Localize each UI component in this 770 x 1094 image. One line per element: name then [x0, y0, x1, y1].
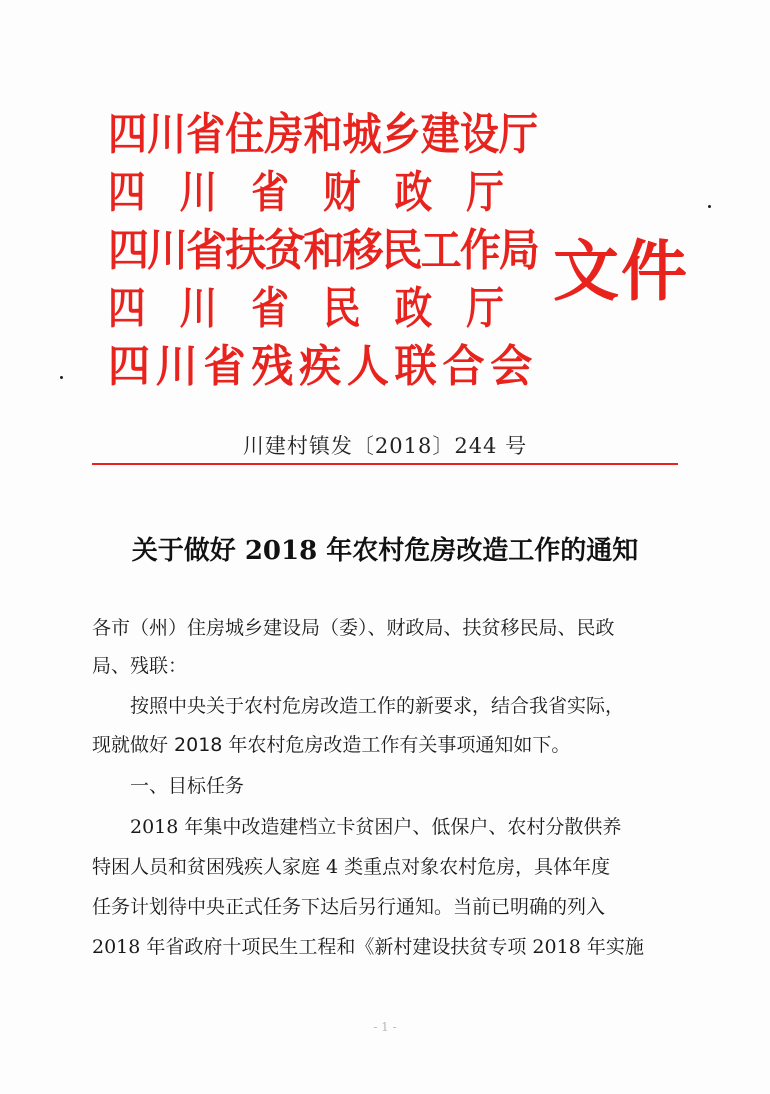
org-name-1: 四川省住房和城乡建设厅: [108, 109, 538, 160]
intro-line-2: 现就做好 2018 年农村危房改造工作有关事项通知如下。: [92, 734, 571, 756]
section1-line-3: 任务计划待中央正式任务下达后另行通知。当前已明确的列入: [92, 896, 606, 918]
scan-speck: [708, 205, 711, 208]
recipients-line-2: 局、残联：: [92, 655, 188, 677]
scan-speck: [60, 376, 63, 379]
document-number: 川建村镇发〔2018〕244 号: [242, 434, 528, 458]
section1-line-1: 2018 年集中改造建档立卡贫困户、低保户、农村分散供养: [130, 816, 622, 838]
org-name-5: 四川省残疾人联合会: [108, 341, 538, 392]
intro-line-1: 按照中央关于农村危房改造工作的新要求，结合我省实际，: [130, 695, 625, 717]
section1-line-2: 特困人员和贫困残疾人家庭 4 类重点对象农村危房，具体年度: [92, 856, 611, 878]
org-name-3: 四川省扶贫和移民工作局: [108, 225, 538, 276]
document-label: 文件: [553, 232, 689, 310]
org-name-4: 四川省民政厅: [108, 283, 538, 334]
section-heading-1: 一、目标任务: [130, 775, 245, 797]
red-divider-line: [92, 463, 678, 465]
document-title: 关于做好 2018 年农村危房改造工作的通知: [131, 536, 639, 566]
section1-line-4: 2018 年省政府十项民生工程和《新村建设扶贫专项 2018 年实施: [92, 936, 644, 958]
page-number: - 1 -: [373, 1020, 397, 1034]
issuing-authorities-header: [108, 109, 708, 392]
org-name-2: 四川省财政厅: [108, 167, 538, 218]
recipients-line-1: 各市（州）住房城乡建设局（委）、财政局、扶贫移民局、民政: [92, 617, 615, 639]
